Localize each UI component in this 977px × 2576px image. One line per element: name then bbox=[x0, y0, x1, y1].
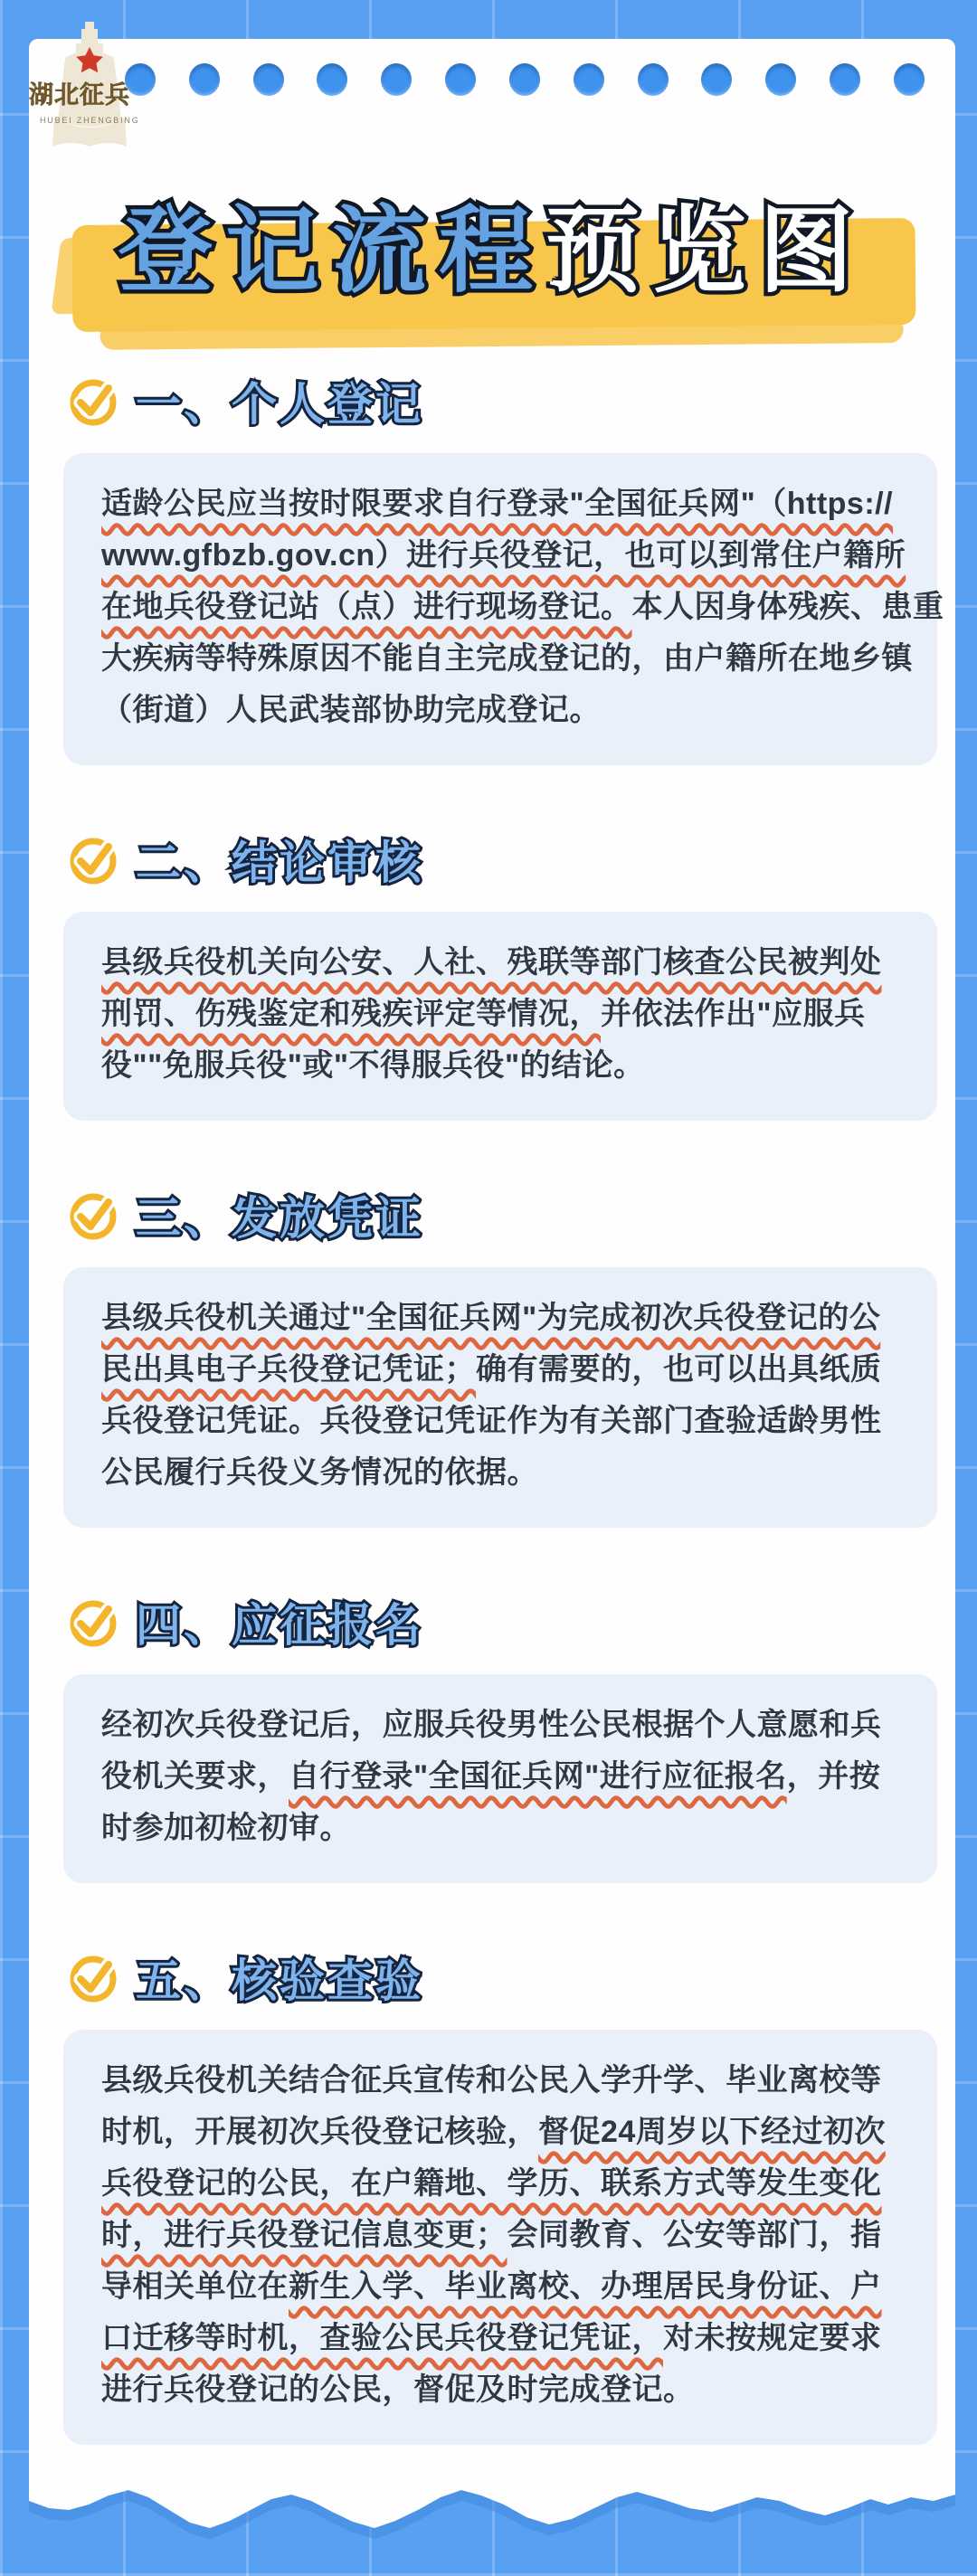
plain-text: 大疾病等特殊原因不能自主完成登记的，由户籍所在地乡镇 bbox=[101, 641, 913, 676]
sections-container bbox=[63, 346, 944, 2445]
logo-cn-text: 湖北征兵 bbox=[29, 81, 130, 109]
logo-en-text: HUBEI ZHENGBING bbox=[40, 116, 140, 125]
wavy-underlined-text: 县级兵役机关向公安、人社、残联等部门核查公民被判处 bbox=[101, 945, 882, 980]
hubei-zhengbing-logo bbox=[24, 11, 156, 165]
section-title: 一、个人登记 bbox=[136, 379, 423, 430]
wavy-underlined-text: 时，进行兵役登记信息变更； bbox=[101, 2218, 507, 2252]
binder-hole bbox=[894, 63, 925, 96]
body-text-line bbox=[101, 937, 910, 989]
plain-text: 导相关单位在 bbox=[101, 2269, 289, 2304]
plain-text: 确有需要的，也可以出具纸质 bbox=[476, 1352, 882, 1387]
body-text-line bbox=[101, 2158, 910, 2210]
plain-text: 并依法作出"应服兵 bbox=[601, 997, 866, 1031]
body-text-line bbox=[101, 2210, 910, 2261]
plain-text: 兵役登记凭证。兵役登记凭证作为有关部门查验适龄男性 bbox=[101, 1404, 882, 1438]
body-text-line bbox=[101, 1344, 910, 1396]
plain-text: 时机，开展初次兵役登记核验， bbox=[101, 2115, 538, 2149]
body-text-line bbox=[101, 1751, 910, 1803]
body-text-line bbox=[101, 1447, 910, 1499]
check-circle-icon bbox=[67, 833, 119, 886]
body-text-line bbox=[101, 2261, 910, 2313]
check-circle-icon bbox=[67, 1189, 119, 1241]
page-title-highlighted: 登记流程 bbox=[118, 199, 545, 304]
plain-text: 会同教育、公安等部门，指 bbox=[507, 2218, 882, 2252]
page-title bbox=[29, 166, 955, 337]
binder-hole bbox=[765, 63, 796, 96]
section-card-4 bbox=[63, 1674, 937, 1883]
plain-text: 经初次兵役登记后，应服兵役男性公民根据个人意愿和兵 bbox=[101, 1708, 882, 1742]
body-text-line bbox=[101, 685, 910, 736]
body-text-line bbox=[101, 530, 910, 582]
wavy-underlined-text: 在地兵役登记站（点）进行现场登记。 bbox=[101, 590, 632, 624]
body-text-line bbox=[101, 1293, 910, 1344]
check-circle-icon bbox=[67, 1596, 119, 1648]
body-text-line bbox=[101, 582, 944, 633]
plain-text: 役机关要求， bbox=[101, 1759, 289, 1794]
section-card-2 bbox=[63, 912, 937, 1121]
notepad-paper bbox=[29, 39, 955, 2445]
plain-text: 本人因身体残疾、患重 bbox=[631, 590, 944, 624]
binder-hole bbox=[189, 63, 220, 96]
section-title: 五、核验查验 bbox=[136, 1956, 423, 2006]
plain-text: 县级兵役机关结合征兵宣传和公民入学升学、毕业离校等 bbox=[101, 2063, 882, 2098]
body-text-line bbox=[101, 2107, 910, 2158]
binder-hole bbox=[253, 63, 284, 96]
torn-paper-edge bbox=[29, 2445, 955, 2544]
section-heading-2 bbox=[67, 830, 937, 888]
section-title: 三、发放凭证 bbox=[136, 1193, 423, 1244]
section-heading-3 bbox=[67, 1186, 937, 1244]
wavy-underlined-text: www.gfbzb.gov.cn）进行兵役登记，也可以到常住户籍所 bbox=[101, 538, 906, 573]
body-text-line bbox=[101, 1803, 910, 1854]
section-card-5 bbox=[63, 2030, 937, 2445]
binder-hole bbox=[830, 63, 860, 96]
body-text-line bbox=[101, 989, 910, 1040]
section-title: 四、应征报名 bbox=[136, 1600, 423, 1651]
wavy-underlined-text: 适龄公民应当按时限要求自行登录"全国征兵网"（https:// bbox=[101, 487, 894, 521]
section-heading-1 bbox=[67, 372, 937, 430]
body-text-line bbox=[101, 1396, 910, 1447]
section-heading-5 bbox=[67, 1948, 937, 2006]
plain-text: 进行兵役登记的公民，督促及时完成登记。 bbox=[101, 2372, 695, 2407]
binder-hole bbox=[445, 63, 476, 96]
binder-hole bbox=[574, 63, 604, 96]
wavy-underlined-text: 督促24周岁以下经过初次 bbox=[538, 2115, 886, 2149]
check-circle-icon bbox=[67, 1951, 119, 2003]
wavy-underlined-text: 新生入学、毕业离校、办理居民身份证、户 bbox=[289, 2269, 882, 2304]
wavy-underlined-text: 兵役登记的公民，在户籍地、学历、联系方式等发生变化 bbox=[101, 2166, 882, 2201]
wavy-underlined-text: 民出具电子兵役登记凭证； bbox=[101, 1352, 476, 1387]
binder-hole bbox=[381, 63, 412, 96]
section-card-1 bbox=[63, 453, 944, 765]
wavy-underlined-text: 刑罚、伤残鉴定和残疾评定等情况， bbox=[101, 997, 601, 1031]
body-text-line bbox=[101, 2313, 910, 2364]
plain-text: 时参加初检初审。 bbox=[101, 1811, 351, 1845]
body-text-line bbox=[101, 1040, 910, 1092]
check-circle-icon bbox=[67, 374, 119, 427]
binder-hole bbox=[509, 63, 540, 96]
binder-holes-row bbox=[125, 63, 925, 96]
section-title: 二、结论审核 bbox=[136, 838, 423, 888]
body-text-line bbox=[101, 478, 910, 530]
body-text-line bbox=[101, 1700, 910, 1751]
wavy-underlined-text: 自行登录"全国征兵网"进行应征报名 bbox=[289, 1759, 787, 1794]
body-text-line bbox=[101, 633, 913, 685]
plain-text: 对未按规定要求 bbox=[663, 2321, 882, 2355]
body-text-line bbox=[101, 2364, 910, 2416]
plain-text: 役""免服兵役"或"不得服兵役"的结论。 bbox=[101, 1048, 645, 1083]
plain-text: （街道）人民武装部协助完成登记。 bbox=[101, 693, 601, 727]
title-banner bbox=[29, 166, 955, 346]
section-card-3 bbox=[63, 1267, 937, 1528]
section-heading-4 bbox=[67, 1593, 937, 1651]
page-title-rest: 预览图 bbox=[545, 199, 867, 304]
wavy-underlined-text: 县级兵役机关通过"全国征兵网"为完成初次兵役登记的公 bbox=[101, 1301, 881, 1335]
binder-hole bbox=[317, 63, 347, 96]
binder-hole bbox=[701, 63, 732, 96]
plain-text: ，并按 bbox=[786, 1759, 881, 1794]
plain-text: 公民履行兵役义务情况的依据。 bbox=[101, 1455, 538, 1490]
binder-hole bbox=[638, 63, 669, 96]
body-text-line bbox=[101, 2055, 910, 2107]
wavy-underlined-text: 口迁移等时机，查验公民兵役登记凭证， bbox=[101, 2321, 663, 2355]
